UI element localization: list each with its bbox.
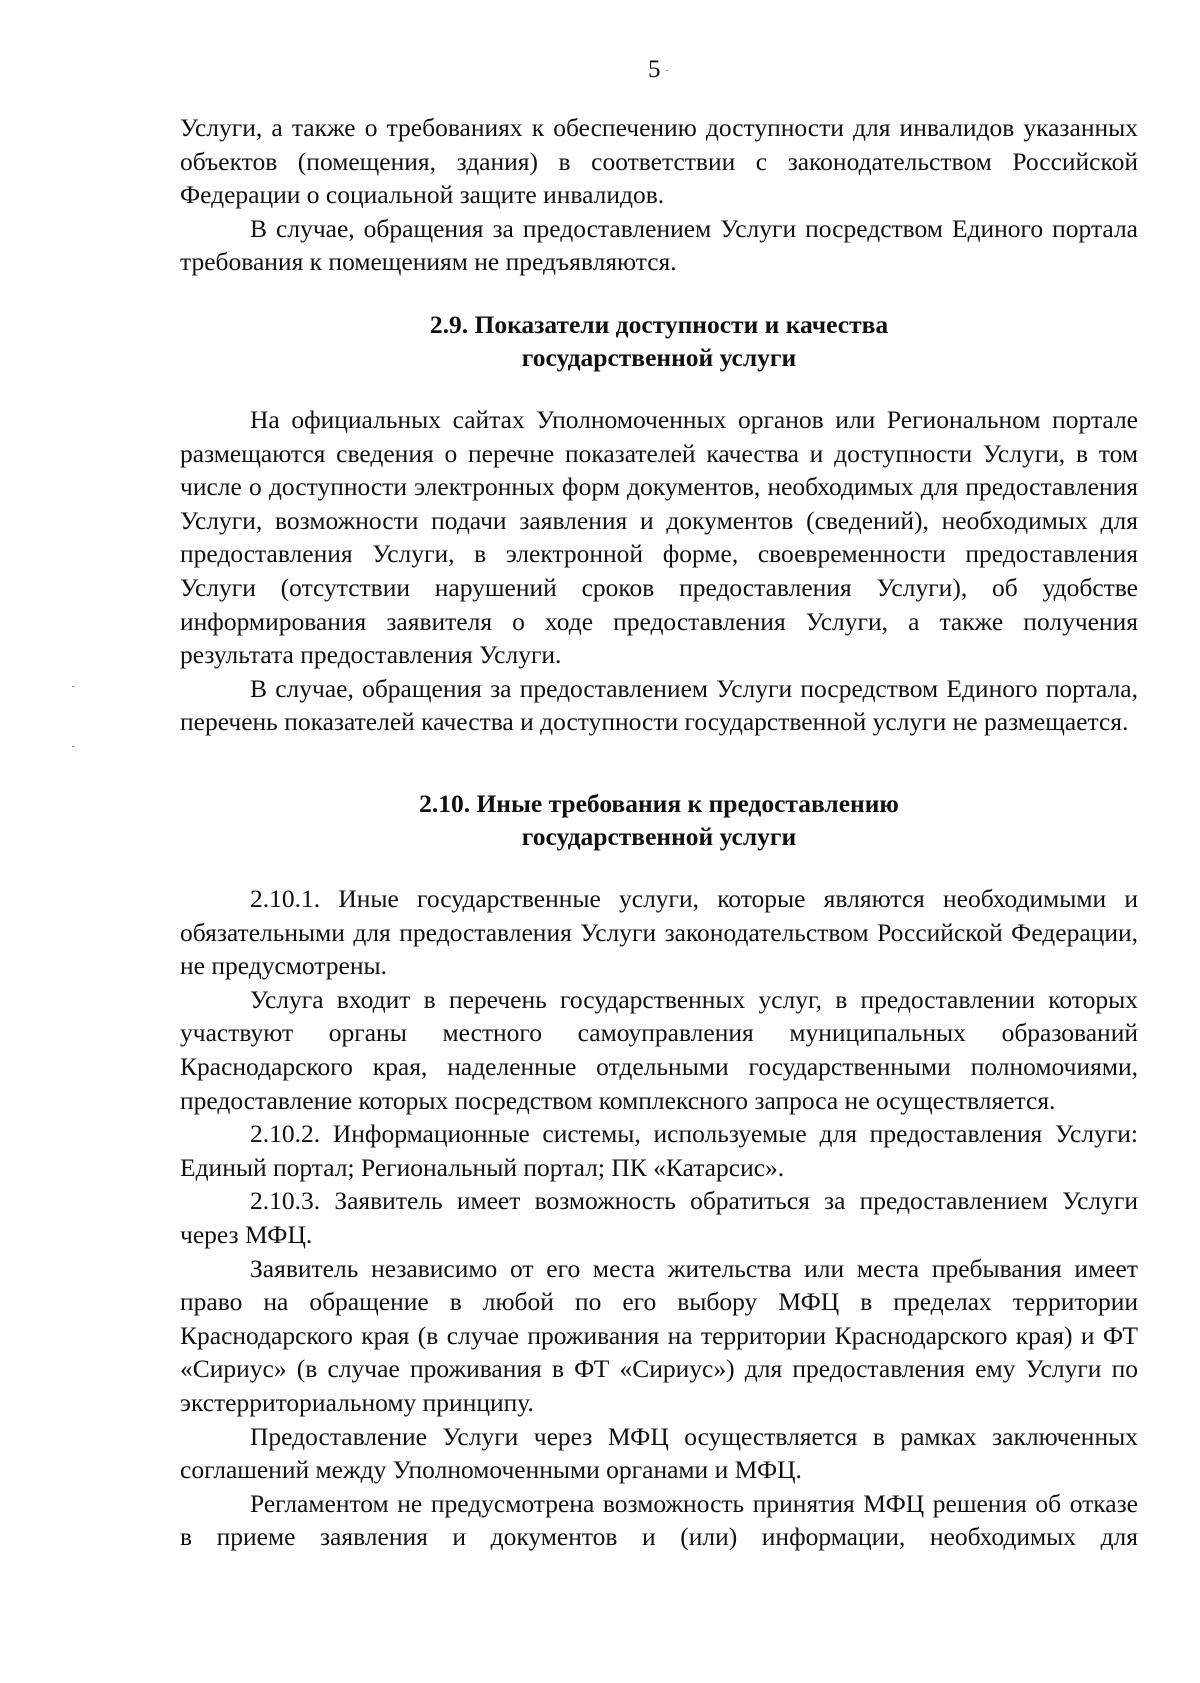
intro-paragraph-2: В случае, обращения за предоставлением Услуги посредством Единого портала требования к помещениям не предъявляются. [180, 213, 1138, 277]
section-2-10-paragraph-4: 2.10.3. Заявитель имеет возможность обратиться за предоставлением Услуги через МФЦ. [180, 1186, 1138, 1249]
scan-speck [666, 70, 668, 71]
intro-block [180, 111, 1138, 279]
scan-speck [72, 746, 75, 747]
section-2-9-paragraph-1: На официальных сайтах Уполномоченных органов или Региональном портале размещаются сведения о перечне показателей качества и доступности Услуги, в том числе о доступности электронных форм документов, необходимых для предоставления Услуги, возможности подачи заявления и документов (сведений), необходимых для предоставления Услуги, в электронной форме, своевременности предоставления Услуги (отсутствии нарушений сроков предоставления Услуги), об удобстве информирования заявителя о ходе предоставления Услуги, а также получения результата предоставления Услуги. [180, 405, 1138, 670]
section-2-9-paragraph-2: В случае, обращения за предоставлением Услуги посредством Единого портала, перечень показателей качества и доступности государственной услуги не размещается. [180, 673, 1138, 737]
section-2-10-paragraph-7: Регламентом не предусмотрена возможность принятия МФЦ решения об отказе в приеме заявления и документов и (или) информации, необходимых для [180, 1488, 1138, 1552]
section-2-9-heading [180, 308, 1138, 374]
section-2-10-heading-line-1: 2.10. Иные требования к предоставлению [419, 789, 899, 818]
section-2-10-heading [180, 787, 1138, 853]
scan-speck [72, 686, 75, 687]
section-2-10-heading-line-2: государственной услуги [521, 822, 797, 851]
section-2-10-paragraph-1: 2.10.1. Иные государственные услуги, которые являются необходимыми и обязательными для предоставления Услуги законодательством Российской Федерации, не предусмотрены. [180, 884, 1138, 981]
page-number: 5 [648, 56, 661, 83]
section-2-10-paragraph-2: Услуга входит в перечень государственных услуг, в предоставлении которых участвуют органы местного самоуправления муниципальных образований Краснодарского края, наделенные отдельными государственными полномочиями, предоставление которых посредством комплексного запроса не осуществляется. [180, 984, 1138, 1115]
section-2-10-paragraph-3: 2.10.2. Информационные системы, используемые для предоставления Услуги: Единый портал; Региональный портал; ПК «Катарсис». [180, 1119, 1138, 1182]
section-2-10-paragraph-6: Предоставление Услуги через МФЦ осуществляется в рамках заключенных соглашений между Уполномоченными органами и МФЦ. [180, 1421, 1138, 1485]
section-2-10-body [180, 882, 1138, 1554]
section-2-9-heading-line-2: государственной услуги [521, 343, 797, 372]
section-2-9-heading-line-1: 2.9. Показатели доступности и качества [429, 310, 889, 339]
section-2-9-body [180, 403, 1138, 739]
section-2-10-paragraph-5: Заявитель независимо от его места жительства или места пребывания имеет право на обращение в любой по его выбору МФЦ в пределах территории Краснодарского края (в случае проживания на территории Краснодарского края) и ФТ «Сириус» (в случае проживания в ФТ «Сириус») для предоставления ему Услуги по экстерриториальному принципу. [180, 1253, 1138, 1417]
intro-paragraph-1: Услуги, а также о требованиях к обеспечению доступности для инвалидов указанных объектов (помещения, здания) в соответствии с законодательством Российской Федерации о социальной защите инвалидов. [180, 113, 1138, 210]
